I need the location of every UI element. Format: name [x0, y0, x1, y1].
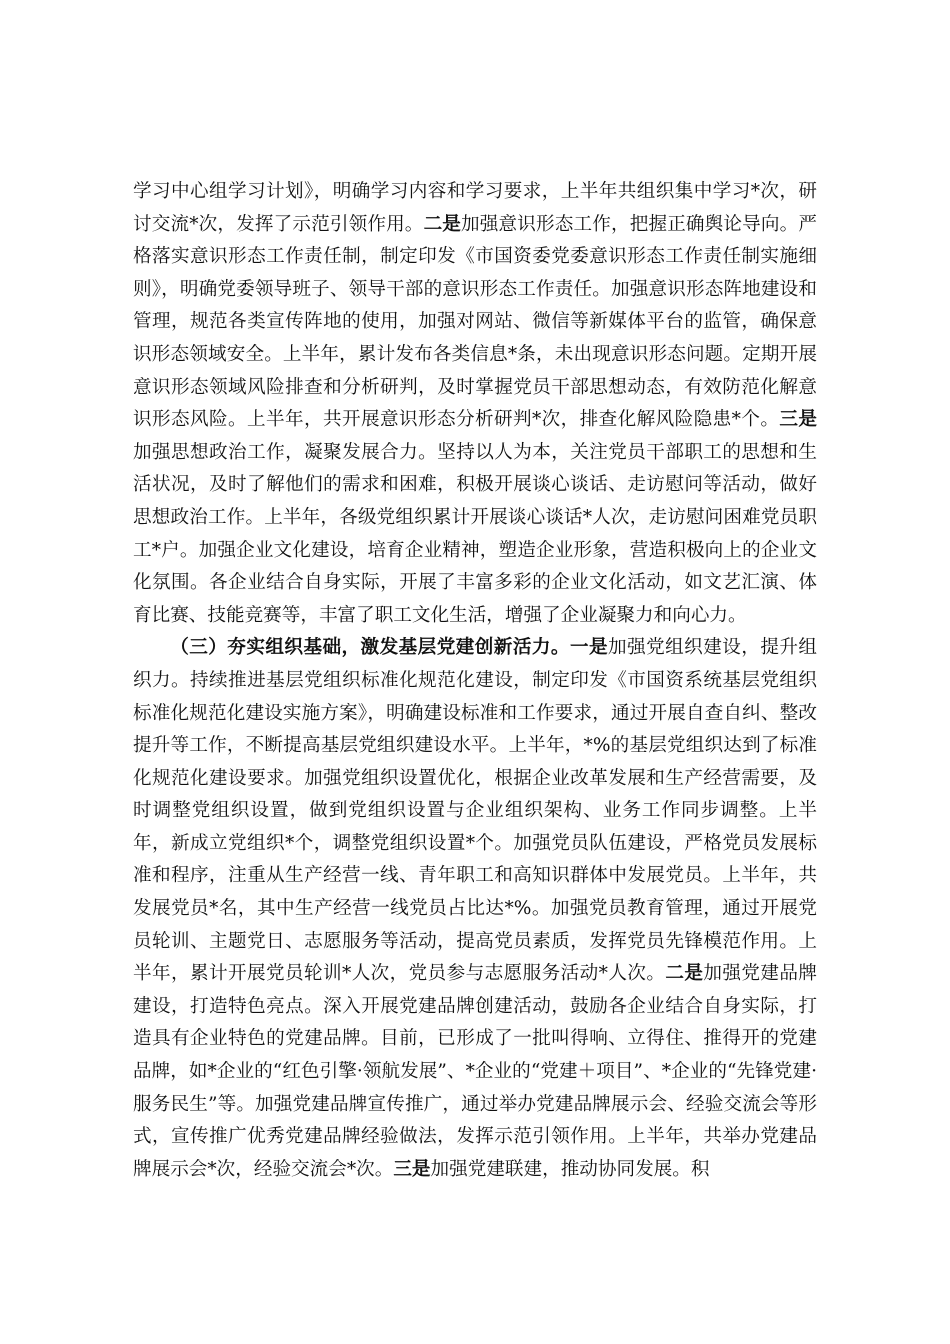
- bold-lead-second: 二是: [423, 213, 462, 235]
- paragraph-continued: [133, 176, 817, 632]
- text-segment: 学习中心组学习计划》，明确学习内容和学习要求，上半年共组织集中学习*次，研讨交流*次，发挥了示范引领作用。: [133, 181, 817, 235]
- paragraph-section-three: [133, 632, 817, 1186]
- text-segment: 加强思想政治工作，凝聚发展合力。坚持以人为本，关注党员干部职工的思想和生活状况，及时了解他们的需求和困难，积极开展谈心谈话、走访慰问等活动，做好思想政治工作。上半年，各级党组织累计开展谈心谈话*人次，走访慰问困难党员职工*户。加强企业文化建设，培育企业精神，塑造企业形象，营造积极向上的企业文化氛围。各企业结合自身实际，开展了丰富多彩的企业文化活动，如文艺汇演、体育比赛、技能竞赛等，丰富了职工文化生活，增强了企业凝聚力和向心力。: [133, 441, 817, 626]
- section-heading: （三）夯实组织基础，激发基层党建创新活力。一是: [170, 637, 609, 659]
- bold-lead-third: 三是: [779, 409, 817, 431]
- bold-lead-second: 二是: [665, 963, 704, 985]
- bold-lead-third: 三是: [393, 1158, 431, 1180]
- text-segment: 加强党组织建设，提升组织力。持续推进基层党组织标准化规范化建设，制定印发《市国资系统基层党组织标准化规范化建设实施方案》，明确建设标准和工作要求，通过开展自查自纠、整改提升等工作，不断提高基层党组织建设水平。上半年，*%的基层党组织达到了标准化规范化建设要求。加强党组织设置优化，根据企业改革发展和生产经营需要，及时调整党组织设置，做到党组织设置与企业组织架构、业务工作同步调整。上半年，新成立党组织*个，调整党组织设置*个。加强党员队伍建设，严格党员发展标准和程序，注重从生产经营一线、青年职工和高知识群体中发展党员。上半年，共发展党员*名，其中生产经营一线党员占比达*%。加强党员教育管理，通过开展党员轮训、主题党日、志愿服务等活动，提高党员素质，发挥党员先锋模范作用。上半年，累计开展党员轮训*人次，党员参与志愿服务活动*人次。: [133, 637, 817, 985]
- text-segment: 加强党建品牌建设，打造特色亮点。深入开展党建品牌创建活动，鼓励各企业结合自身实际，打造具有企业特色的党建品牌。目前，已形成了一批叫得响、立得住、推得开的党建品牌，如*企业的“红色引擎·领航发展”、*企业的“党建＋项目”、*企业的“先锋党建·服务民生”等。加强党建品牌宣传推广，通过举办党建品牌展示会、经验交流会等形式，宣传推广优秀党建品牌经验做法，发挥示范引领作用。上半年，共举办党建品牌展示会*次，经验交流会*次。: [133, 963, 817, 1180]
- text-segment: 加强党建联建，推动协同发展。积: [430, 1158, 710, 1180]
- document-body: [133, 176, 817, 1186]
- text-segment: 加强意识形态工作，把握正确舆论导向。严格落实意识形态工作责任制，制定印发《市国资委党委意识形态工作责任制实施细则》，明确党委领导班子、领导干部的意识形态工作责任。加强意识形态阵地建设和管理，规范各类宣传阵地的使用，加强对网站、微信等新媒体平台的监管，确保意识形态领域安全。上半年，累计发布各类信息*条，未出现意识形态问题。定期开展意识形态领域风险排查和分析研判，及时掌握党员干部思想动态，有效防范化解意识形态风险。上半年，共开展意识形态分析研判*次，排查化解风险隐患*个。: [133, 213, 817, 431]
